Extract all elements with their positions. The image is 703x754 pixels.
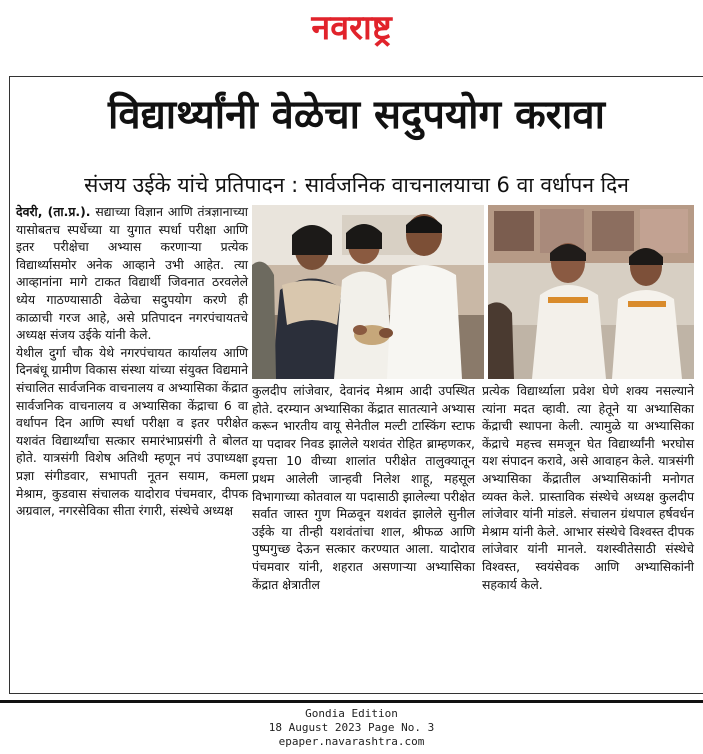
article-column-3: प्रत्येक विद्यार्थ्याला प्रवेश घेणे शक्य नसल्याने त्यांना मदत व्हावी. त्या हेतूने या अभ्यासिका केंद्राची स्थापना केली. त्यामुळे या अभ्यासिका केंद्राचे महत्त्व समजून घेत विद्यार्थ्यांनी भरघोस यश संपादन करावे, असे आवाहन केले. यात्रसंगी अभ्यासिका केंद्रातील अभ्यासिकांनी मनोगत व्यक्त केले. प्रास्ताविक संस्थेचे अध्यक्ष कुलदीप लांजेवार यांनी मांडले. संचालन ग्रंथपाल हर्षवर्धन मेश्राम यांनी केले. आभार संस्थेचे विश्वस्त दीपक लांजेवार यांनी मानले. यशस्वीतेसाठी संस्थेचे विश्वस्त, स्वयंसेवक आणि अभ्यासिकांनी सहकार्य केले. — [482, 383, 694, 592]
site-link[interactable]: epaper.navarashtra.com — [278, 735, 425, 748]
article-paragraph: येथील दुर्गा चौक येथे नगरपंचायत कार्यालय आणि दिनबंधू ग्रामीण विकास संस्था यांच्या संयुक्त विद्यमाने संचालित सार्वजनिक वाचनालय व अभ्यासिका केंद्रात सार्वजनिक वाचनालय व अभ्यासिका केंद्राचा 6 वा वर्धापन दिन आणि स्पर्धा परीक्षा व इतर परीक्षेत यशवंत विद्यार्थ्यांचा सत्कार समारंभाप्रसंगी ते बोलत होते. यात्रसंगी विशेष अतिथी म्हणून नपं उपाध्यक्षा प्रज्ञा संगीडवार, सभापती नूतन सयाम, कमला मेश्राम, कुडवास संचालक यादोराव पंचमवार, दीपक अग्रवाल, नगरसेविका सीता रंगारी, संस्थेचे अध्यक्ष — [16, 344, 248, 519]
felicitation-photo-2 — [488, 205, 694, 379]
article-headline: विद्यार्थ्यांनी वेळेचा सदुपयोग करावा — [107, 92, 606, 138]
article-paragraph — [16, 203, 248, 344]
dateline: देवरी, (ता.प्र.). — [16, 204, 91, 219]
article-column-1 — [16, 203, 248, 520]
newspaper-logo: नवराष्ट्र — [311, 8, 392, 48]
article-subhead: संजय उईके यांचे प्रतिपादन : सार्वजनिक वाचनालयाचा 6 वा वर्धापन दिन — [84, 173, 629, 197]
article-column-2: कुलदीप लांजेवार, देवानंद मेश्राम आदी उपस्थित होते. दरम्यान अभ्यासिका केंद्रात सातत्याने अभ्यास करून भारतीय वायू सेनेतील मल्टी टास्किंग स्टाफ या पदावर निवड झालेले यशवंत रोहित ब्राम्हणकर, इयत्ता 10 वीच्या शालांत परीक्षेत तालुक्यातून प्रथम आलेली जान्हवी निलेश शाहू, महसूल विभागाच्या कोतवाल या पदासाठी झालेल्या परीक्षेत सर्वात जास्त गुण मिळवून यशवंत झालेले सुनील उईके या तीन्ही यशवंतांचा शाल, श्रीफळ आणि पुष्पगुच्छ देऊन सत्कार करण्यात आला. यादोराव पंचमवार यांनी, शहरात असणाऱ्या अभ्यासिका केंद्रात क्षेत्रातील — [252, 383, 475, 592]
article-text: सद्याच्या विज्ञान आणि तंत्रज्ञानाच्या यासोबतच स्पर्धेच्या या युगात स्पर्धा परीक्षा आणि इतर परीक्षेचा अभ्यास करणाऱ्या प्रत्येक विद्यार्थ्यासमोर अनेक आव्हाने उभी आहेत. त्या आव्हानांना मागे टाकत विद्यार्थी जिवनात ठरवलेले ध्येय गाठण्यासाठी वेळेचा सदुपयोग करणे ही काळाची गरज आहे, असे प्रतिपादन नगरपंचायतचे अध्यक्ष संजय उईके यांनी केले. — [16, 204, 248, 343]
date-page-label: 18 August 2023 Page No. 3 — [268, 721, 435, 734]
edition-label: Gondia Edition — [305, 707, 398, 720]
page-footer — [0, 700, 703, 754]
article-photos — [252, 205, 694, 379]
masthead — [0, 6, 703, 50]
felicitation-photo-1 — [252, 205, 484, 379]
